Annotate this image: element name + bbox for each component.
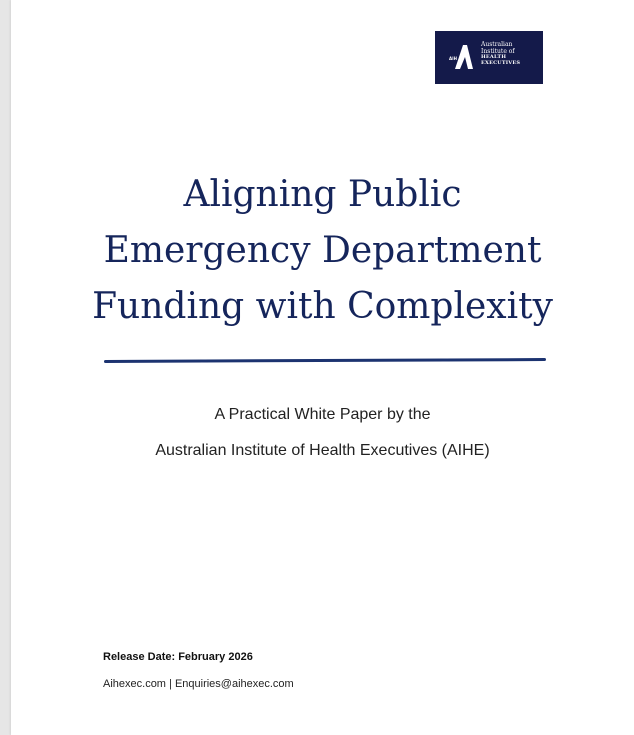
subtitle-line-2: Australian Institute of Health Executives (AIHE) [155, 442, 490, 459]
title-line-2: Emergency Department [103, 230, 542, 271]
document-title [51, 167, 594, 335]
document-page [11, 0, 634, 735]
contact-info: Aihexec.com | Enquiries@aihexec.com [103, 678, 294, 690]
logo-line-3: HEALTH [481, 54, 507, 61]
title-line-3: Funding with Complexity [92, 286, 553, 327]
logo-line-1: Australian [481, 41, 513, 48]
release-date: Release Date: February 2026 [103, 651, 253, 663]
logo-line-4: EXECUTIVES [481, 60, 521, 67]
logo-wordmark [481, 42, 541, 67]
subtitle-line-1: A Practical White Paper by the [214, 406, 431, 423]
logo-a-mark-icon [449, 43, 479, 71]
title-line-1: Aligning Public [183, 174, 462, 215]
title-divider [104, 358, 546, 363]
logo-line-2: Institute of [481, 47, 515, 55]
aihe-logo [435, 31, 543, 84]
svg-text:AIH: AIH [449, 56, 457, 61]
